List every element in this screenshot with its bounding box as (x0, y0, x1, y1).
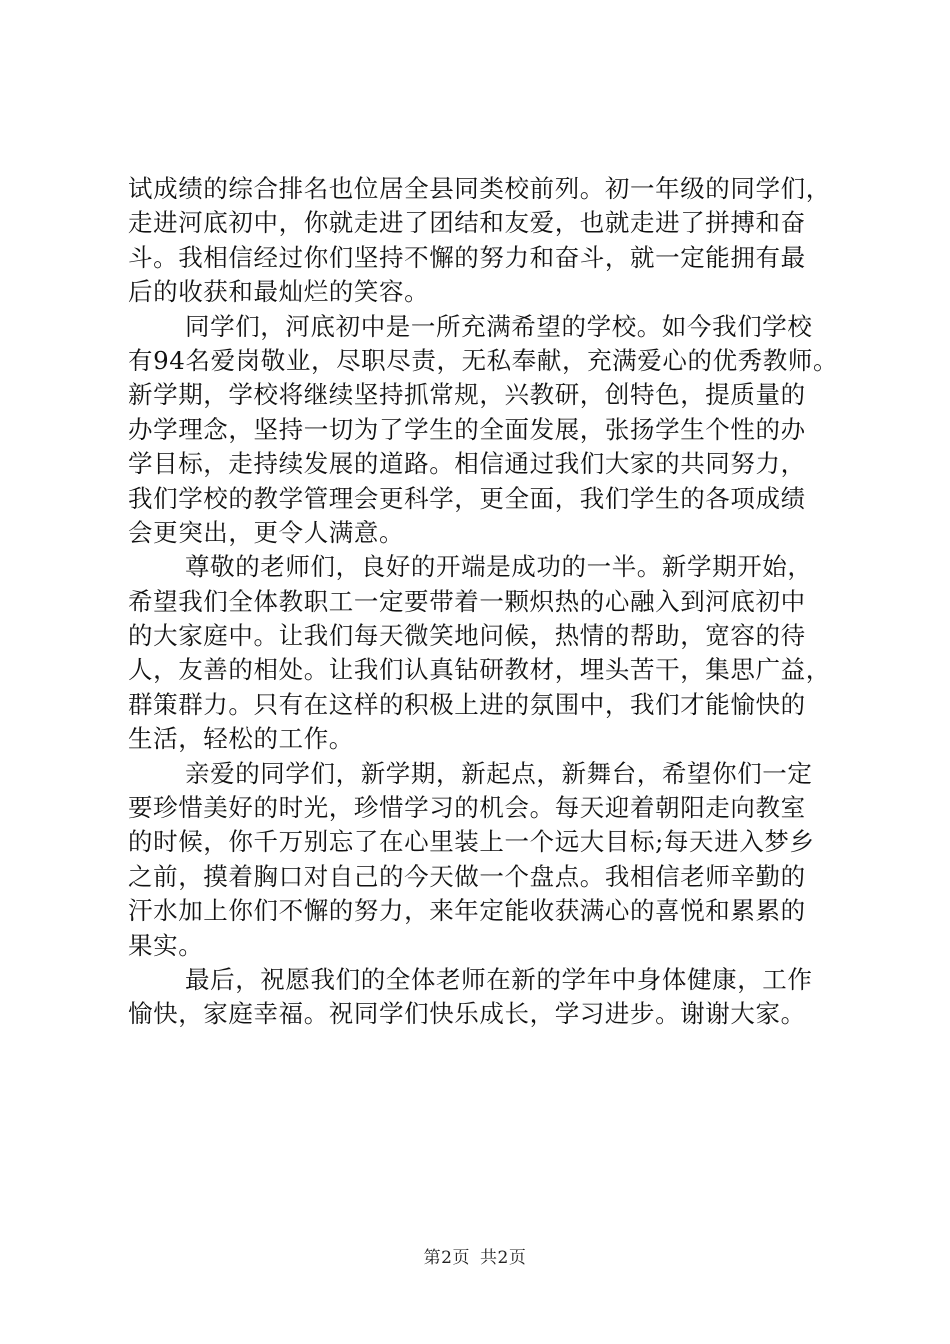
text-line: 试成绩的综合排名也位居全县同类校前列。初一年级的同学们， (128, 174, 831, 203)
page-number-current: 第2页 (423, 1248, 470, 1268)
text-line: 果实。 (128, 930, 204, 960)
text-line: 的时候，你千万别忘了在心里装上一个远大目标;每天进入梦乡 (128, 827, 815, 857)
page-number-total: 共2页 (480, 1248, 527, 1268)
text-line: 新学期，学校将继续坚持抓常规，兴教研，创特色，提质量的 (128, 380, 806, 410)
paragraph-start-line: 最后，祝愿我们的全体老师在新的学年中身体健康，工作 (185, 964, 813, 994)
text-line: 的大家庭中。让我们每天微笑地问候，热情的帮助，宽容的待 (128, 621, 806, 651)
text-line: 群策群力。只有在这样的积极上进的氛围中，我们才能愉快的 (128, 689, 806, 719)
text-line: 人，友善的相处。让我们认真钻研教材，埋头苦干，集思广益， (128, 655, 831, 685)
text-line: 后的收获和最灿烂的笑容。 (128, 277, 430, 307)
text-line: 生活，轻松的工作。 (128, 724, 354, 754)
text-line: 走进河底初中，你就走进了团结和友爱，也就走进了拼搏和奋 (128, 208, 806, 238)
text-line: 办学理念，坚持一切为了学生的全面发展，张扬学生个性的办 (128, 414, 806, 444)
paragraph-start-line: 尊敬的老师们，良好的开端是成功的一半。新学期开始， (185, 552, 813, 582)
text-line: 之前，摸着胸口对自己的今天做一个盘点。我相信老师辛勤的 (128, 861, 806, 891)
text-line: 有94名爱岗敬业，尽职尽责，无私奉献，充满爱心的优秀教师。 (128, 345, 839, 375)
text-line: 要珍惜美好的时光，珍惜学习的机会。每天迎着朝阳走向教室 (128, 793, 806, 823)
text-line: 汗水加上你们不懈的努力，来年定能收获满心的喜悦和累累的 (128, 896, 806, 926)
text-line: 我们学校的教学管理会更科学，更全面，我们学生的各项成绩 (128, 483, 806, 513)
text-line: 会更突出，更令人满意。 (128, 517, 405, 547)
text-line: 斗。我相信经过你们坚持不懈的努力和奋斗，就一定能拥有最 (128, 242, 806, 272)
text-line: 愉快，家庭幸福。祝同学们快乐成长，学习进步。谢谢大家。 (128, 999, 806, 1029)
body-text (128, 172, 848, 1032)
page-footer (0, 1243, 950, 1268)
paragraph-start-line: 同学们，河底初中是一所充满希望的学校。如今我们学校 (185, 311, 813, 341)
paragraph-start-line: 亲爱的同学们，新学期，新起点，新舞台，希望你们一定 (185, 758, 813, 788)
text-line: 希望我们全体教职工一定要带着一颗炽热的心融入到河底初中 (128, 586, 806, 616)
text-line: 学目标，走持续发展的道路。相信通过我们大家的共同努力， (128, 449, 806, 479)
